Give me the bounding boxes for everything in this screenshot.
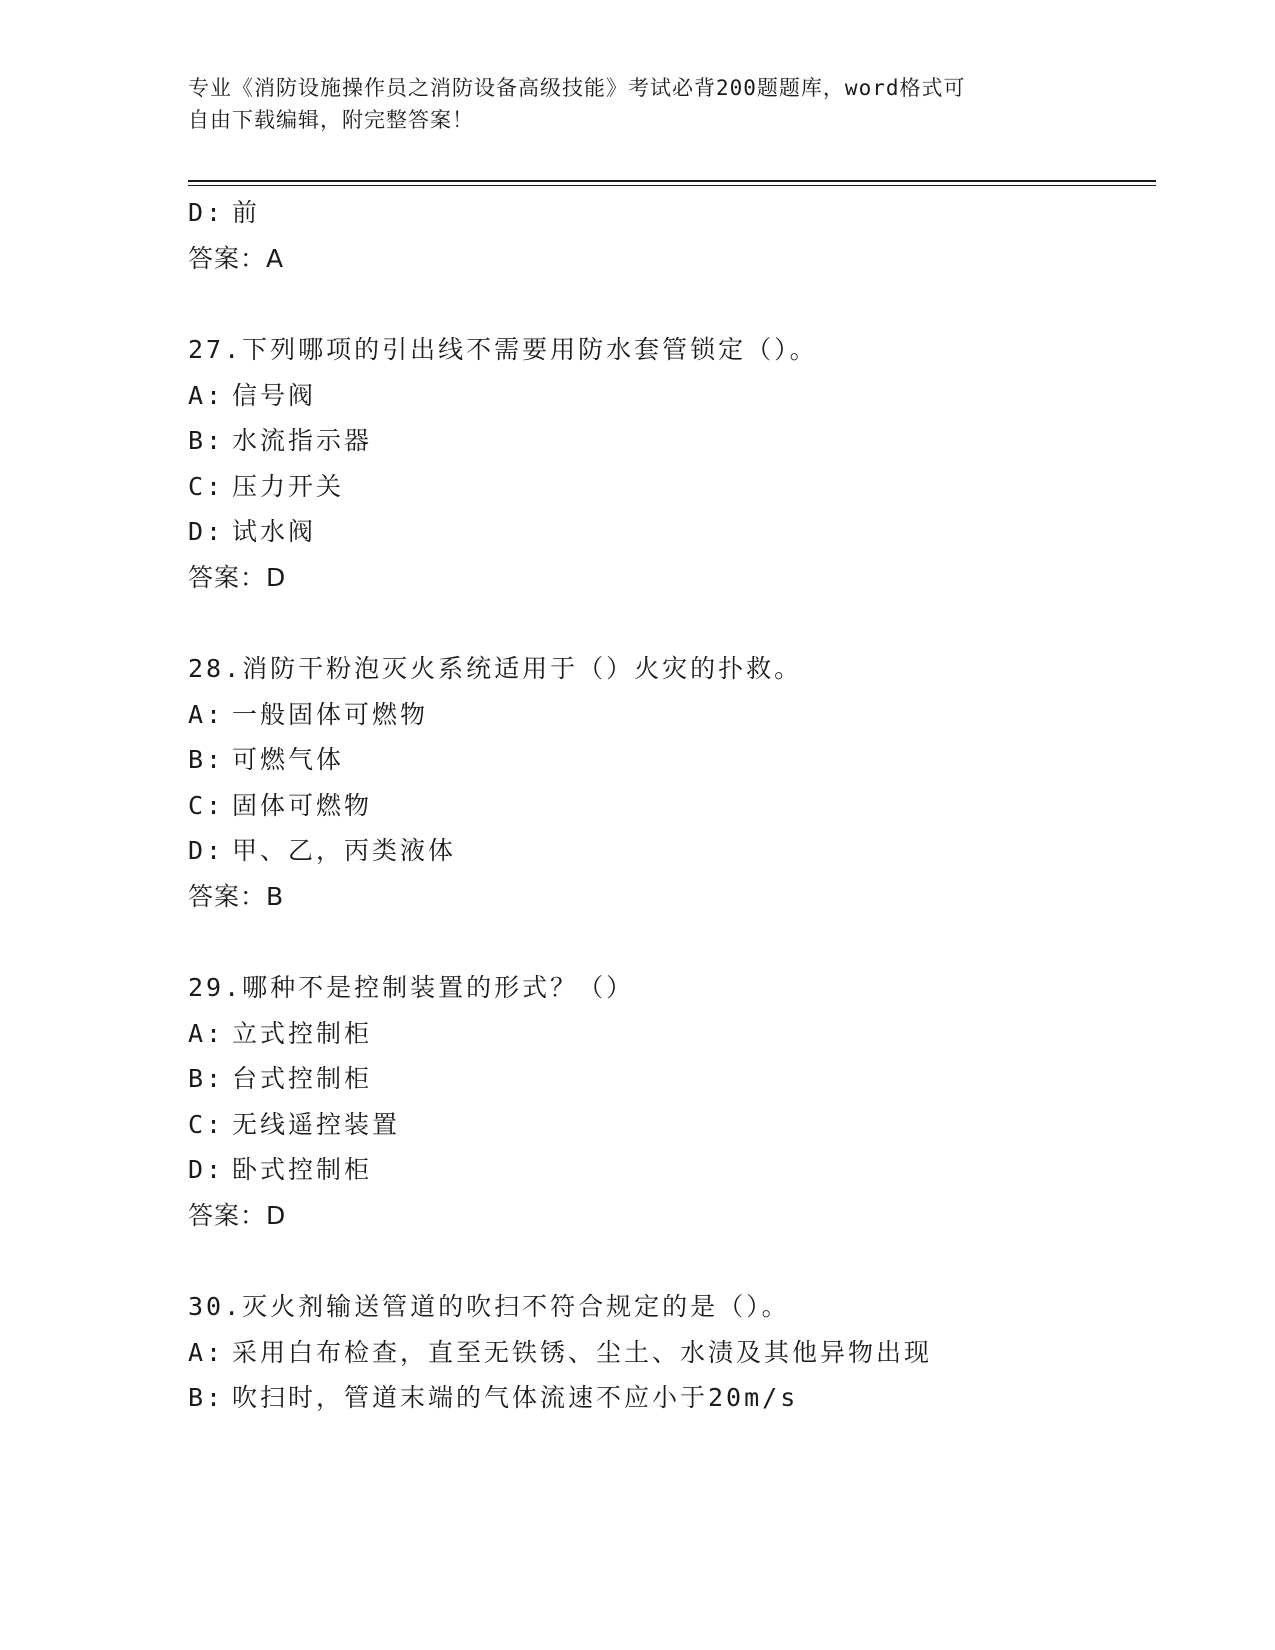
header-line-1: 专业《消防设施操作员之消防设备高级技能》考试必背200题题库，word格式可	[188, 76, 966, 100]
option-label: C:	[188, 1109, 225, 1139]
spacer	[188, 281, 1156, 327]
option-d	[188, 1147, 1156, 1193]
option-text: 可燃气体	[232, 745, 345, 774]
option-b	[188, 1375, 1156, 1421]
option-label: B:	[188, 1064, 225, 1093]
option-label: A:	[188, 1018, 225, 1048]
option-text: 水流指示器	[232, 426, 373, 455]
option-b	[188, 1056, 1156, 1102]
option-label: A:	[188, 699, 225, 729]
option-d	[188, 828, 1156, 874]
answer-line: 答案：B	[188, 881, 285, 911]
option-label: B:	[188, 426, 225, 455]
question-list	[188, 190, 1156, 1421]
option-label: A:	[188, 380, 225, 410]
option-text: 吹扫时，管道末端的气体流速不应小于20m/s	[232, 1383, 799, 1412]
option-c	[188, 1102, 1156, 1148]
option-text: 一般固体可燃物	[232, 699, 429, 729]
question-block-28	[188, 646, 1156, 919]
option-text: 采用白布检查，直至无铁锈、尘土、水渍及其他异物出现	[232, 1337, 933, 1367]
option-a	[188, 1330, 1156, 1376]
header-line-2: 自由下载编辑，附完整答案！	[188, 108, 474, 132]
question-stem: 27.下列哪项的引出线不需要用防水套管锁定（）。	[188, 335, 818, 364]
option-text: 无线遥控装置	[232, 1109, 401, 1139]
spacer	[188, 1238, 1156, 1284]
header-divider-thin	[188, 185, 1156, 186]
header-divider-thick	[188, 180, 1156, 182]
option-label: D:	[188, 517, 225, 546]
spacer	[188, 919, 1156, 965]
option-text: 试水阀	[232, 517, 317, 546]
option-d	[188, 190, 1156, 236]
option-text: 立式控制柜	[232, 1018, 373, 1048]
option-a	[188, 373, 1156, 419]
question-stem: 29.哪种不是控制装置的形式？（）	[188, 973, 635, 1002]
option-c	[188, 783, 1156, 829]
option-label: D:	[188, 198, 225, 227]
option-label: D:	[188, 836, 225, 865]
answer-line: 答案：A	[188, 243, 285, 273]
option-b	[188, 737, 1156, 783]
option-label: C:	[188, 471, 225, 501]
option-label: B:	[188, 745, 225, 774]
option-text: 前	[232, 198, 261, 227]
answer-line: 答案：D	[188, 562, 287, 592]
option-text: 固体可燃物	[232, 790, 373, 820]
question-stem: 28.消防干粉泡灭火系统适用于（）火灾的扑救。	[188, 654, 803, 683]
question-block-27	[188, 327, 1156, 600]
option-text: 信号阀	[232, 380, 317, 410]
option-b	[188, 418, 1156, 464]
option-text: 压力开关	[232, 471, 345, 501]
question-block-29	[188, 965, 1156, 1238]
question-stem: 30.灭火剂输送管道的吹扫不符合规定的是（）。	[188, 1292, 790, 1321]
option-label: D:	[188, 1155, 225, 1184]
option-text: 卧式控制柜	[232, 1155, 373, 1184]
option-a	[188, 692, 1156, 738]
question-block-30	[188, 1284, 1156, 1421]
option-label: B:	[188, 1383, 225, 1412]
document-header	[188, 72, 1088, 136]
option-label: C:	[188, 790, 225, 820]
option-a	[188, 1011, 1156, 1057]
option-c	[188, 464, 1156, 510]
spacer	[188, 600, 1156, 646]
answer-line: 答案：D	[188, 1200, 287, 1230]
option-text: 甲、乙，丙类液体	[232, 836, 457, 865]
option-d	[188, 509, 1156, 555]
option-text: 台式控制柜	[232, 1064, 373, 1093]
option-label: A:	[188, 1337, 225, 1367]
